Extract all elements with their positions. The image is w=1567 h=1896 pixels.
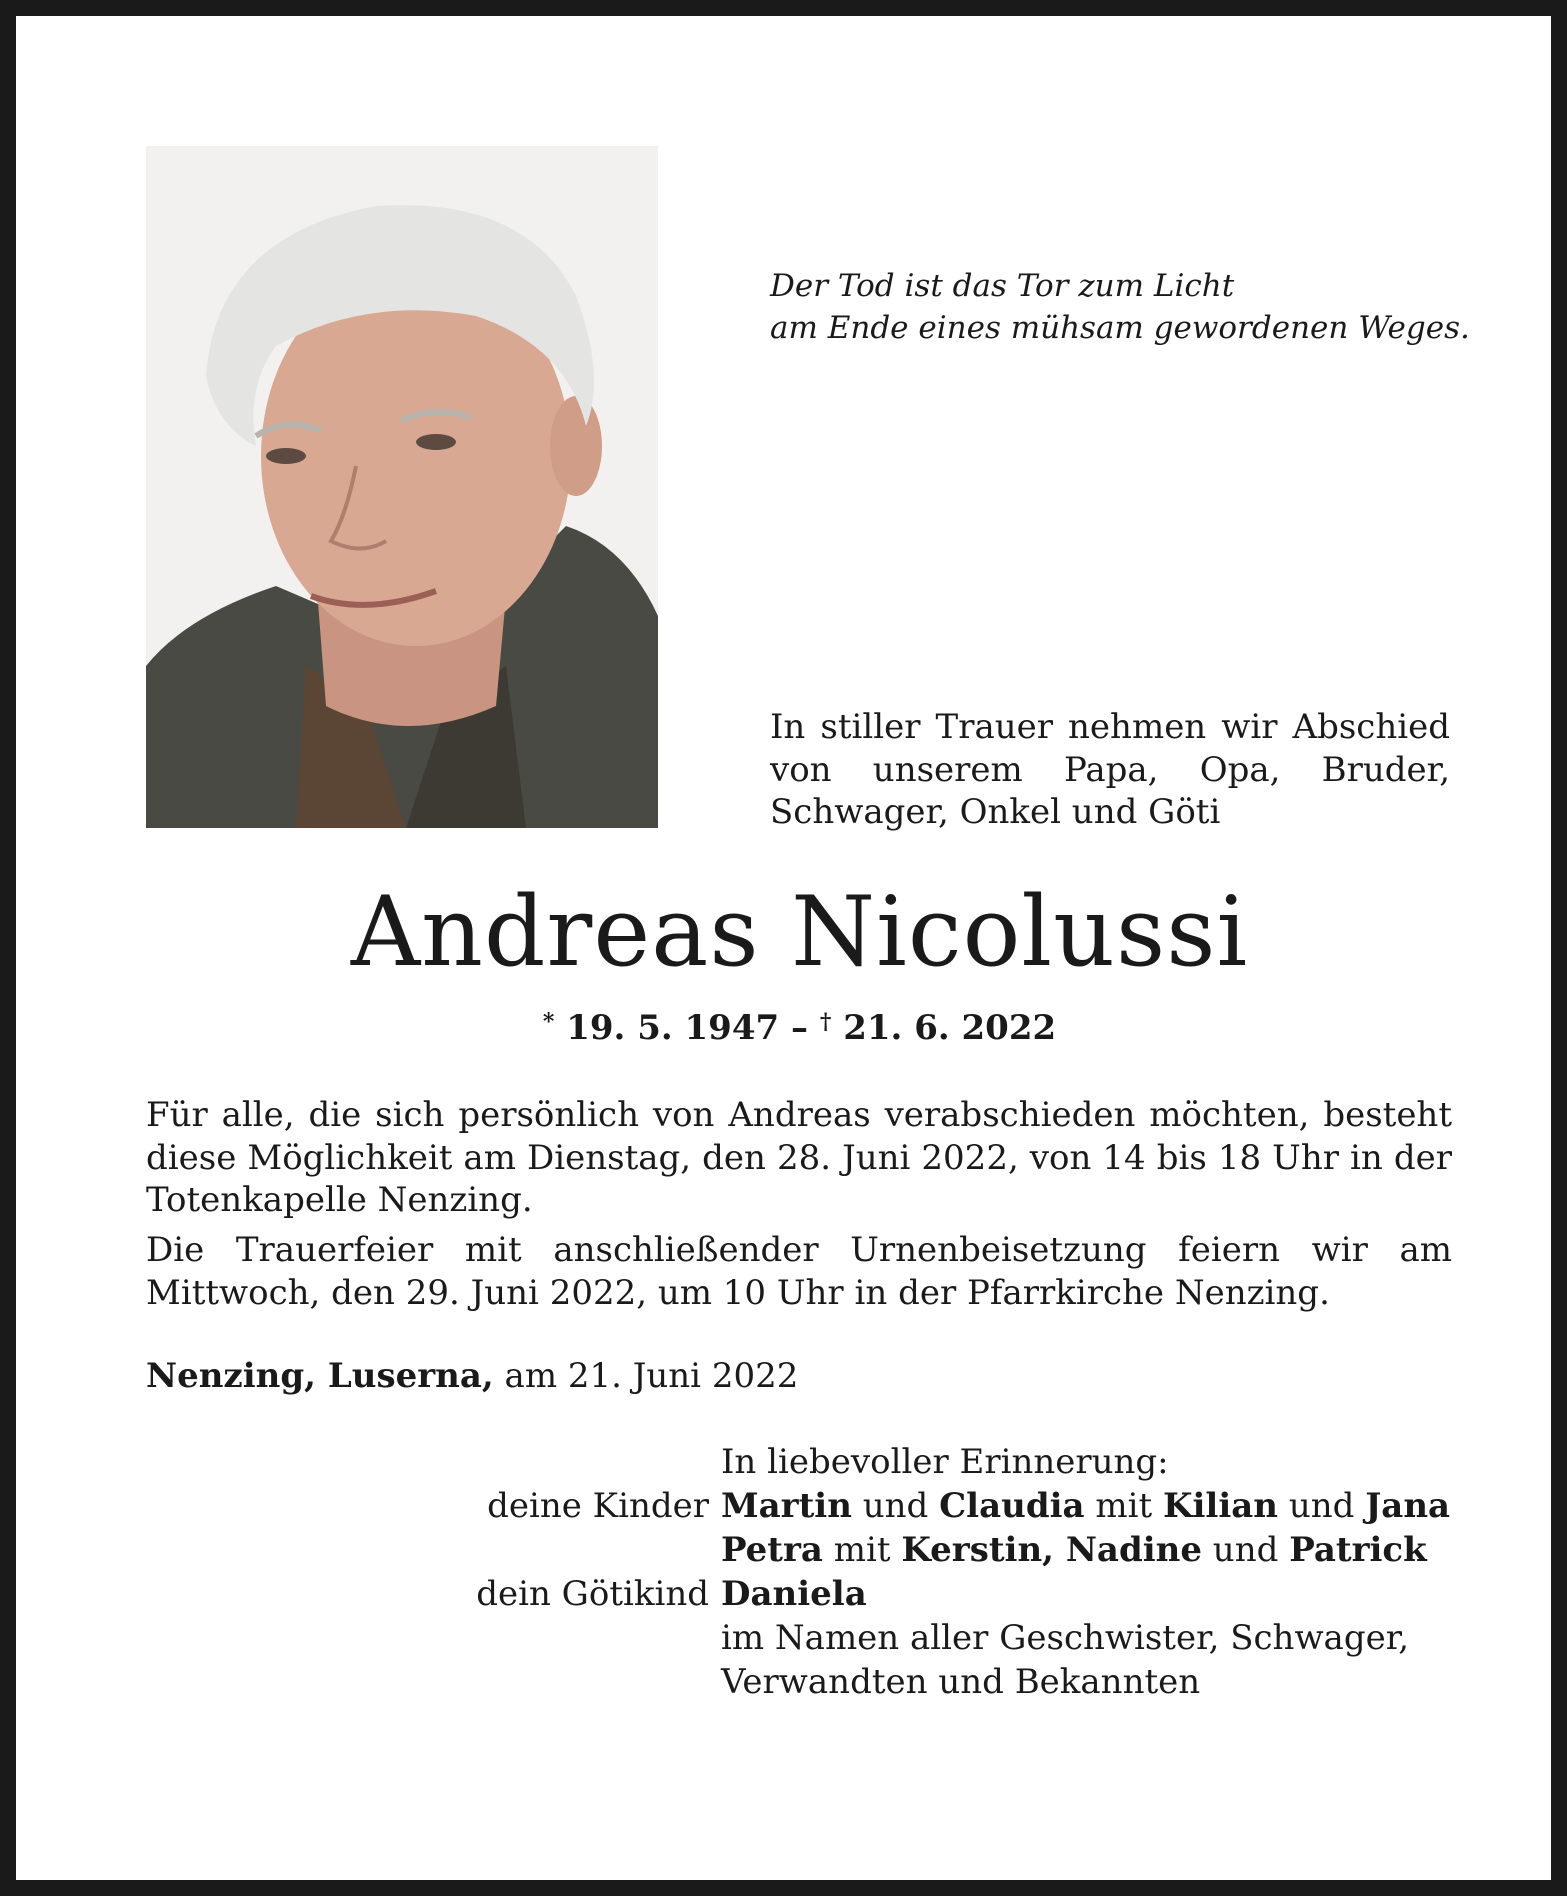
closing-line-2: Verwandten und Bekannten (721, 1662, 1201, 1702)
date-dash: – (791, 1008, 808, 1048)
connector-text: mit (822, 1530, 902, 1570)
connector-text: und (851, 1486, 940, 1526)
portrait-photo (146, 146, 658, 828)
deceased-name: Andreas Nicolussi (350, 876, 1249, 988)
godchild-label: dein Götikind (476, 1574, 709, 1614)
mourner-name: Martin (721, 1486, 852, 1526)
godchild-name: Daniela (721, 1574, 867, 1614)
mourner-name: Claudia (939, 1486, 1085, 1526)
children-line-1 (721, 1484, 1456, 1528)
mourner-name: Petra (721, 1530, 823, 1570)
children-label: deine Kinder (487, 1486, 709, 1526)
motto-quote (770, 266, 1470, 350)
ceremony-paragraph: Die Trauerfeier mit anschließender Urnenbeisetzung feiern wir am Mittwoch, den 29. Juni 2022, um 10 Uhr in der Pfarrkirche Nenzing. (146, 1230, 1452, 1313)
portrait-illustration (146, 146, 658, 828)
mourner-name: Jana (1365, 1486, 1451, 1526)
death-date: 21. 6. 2022 (843, 1008, 1057, 1048)
life-dates (16, 1008, 1567, 1048)
mourner-name: Kerstin, Nadine (901, 1530, 1202, 1570)
mourner-name: Patrick (1289, 1530, 1427, 1570)
death-symbol: † (819, 1009, 832, 1035)
connector-text: und (1202, 1530, 1290, 1570)
birth-symbol: * (542, 1009, 555, 1035)
connector-text: mit (1084, 1486, 1163, 1526)
places: Nenzing, Luserna, (146, 1356, 494, 1396)
connector-text: und (1278, 1486, 1366, 1526)
children-line-2 (721, 1528, 1456, 1572)
birth-date: 19. 5. 1947 (566, 1008, 780, 1048)
intro-text: In stiller Trauer nehmen wir Abschied von unserem Papa, Opa, Bruder, Schwager, Onkel und Göti (770, 707, 1450, 832)
notice-date: am 21. Juni 2022 (504, 1356, 799, 1396)
mourner-name: Kilian (1162, 1486, 1279, 1526)
mourners-heading: In liebevoller Erinnerung: (721, 1442, 1169, 1482)
mourners-block (146, 1440, 1456, 1704)
farewell-paragraph: Für alle, die sich persönlich von Andreas verabschieden möchten, besteht diese Möglichkeit am Dienstag, den 28. Juni 2022, von 14 bis 18 Uhr in der Totenkapelle Nenzing. (146, 1095, 1452, 1220)
motto-line-2: am Ende eines mühsam gewordenen Weges. (770, 309, 1470, 346)
closing-line-1: im Namen aller Geschwister, Schwager, (721, 1618, 1410, 1658)
place-and-date (146, 1356, 798, 1396)
motto-line-1: Der Tod ist das Tor zum Licht (770, 268, 1235, 304)
